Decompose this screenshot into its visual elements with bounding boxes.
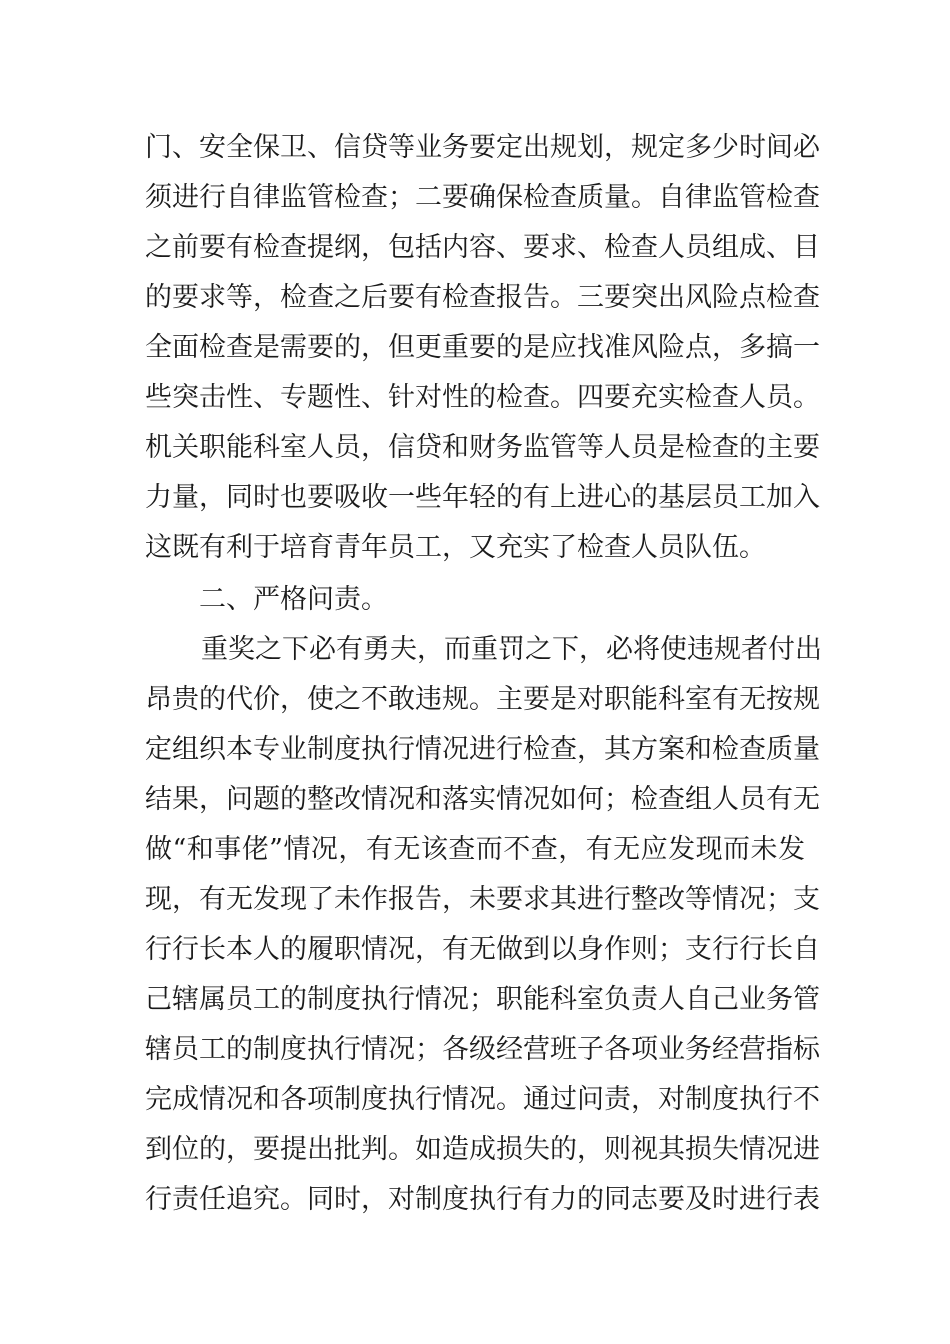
text-line: 定组织本专业制度执行情况进行检查，其方案和检查质量: [145, 734, 820, 765]
text-line: 行行长本人的履职情况，有无做到以身作则；支行行长自: [145, 934, 820, 965]
text-line: 须进行自律监管检查；二要确保检查质量。自律监管检查: [145, 182, 820, 213]
text-line: 做“和事佬”情况，有无该查而不查，有无应发现而未发: [145, 834, 805, 865]
text-line: 到位的，要提出批判。如造成损失的，则视其损失情况进: [145, 1134, 820, 1165]
text-line: 辖员工的制度执行情况；各级经营班子各项业务经营指标: [145, 1034, 820, 1065]
text-line: 门、安全保卫、信贷等业务要定出规划，规定多少时间必: [145, 132, 820, 163]
section-heading: 二、严格问责。: [199, 584, 388, 615]
text-line: 这既有利于培育青年员工，又充实了检查人员队伍。: [145, 532, 766, 563]
text-line: 行责任追究。同时，对制度执行有力的同志要及时进行表: [145, 1184, 820, 1215]
text-line: 己辖属员工的制度执行情况；职能科室负责人自己业务管: [145, 984, 820, 1015]
text-line: 昂贵的代价，使之不敢违规。主要是对职能科室有无按规: [145, 684, 820, 715]
text-line: 完成情况和各项制度执行情况。通过问责，对制度执行不: [145, 1084, 820, 1115]
paragraph-first-line: 重奖之下必有勇夫，而重罚之下，必将使违规者付出: [201, 634, 822, 665]
text-line: 的要求等，检查之后要有检查报告。三要突出风险点检查: [145, 282, 820, 313]
text-line: 结果，问题的整改情况和落实情况如何；检查组人员有无: [145, 784, 820, 815]
text-line: 全面检查是需要的，但更重要的是应找准风险点，多搞一: [145, 332, 820, 363]
text-line: 力量，同时也要吸收一些年轻的有上进心的基层员工加入: [145, 482, 820, 513]
text-line: 机关职能科室人员，信贷和财务监管等人员是检查的主要: [145, 432, 820, 463]
text-line: 些突击性、专题性、针对性的检查。四要充实检查人员。: [145, 382, 820, 413]
text-line: 现，有无发现了未作报告，未要求其进行整改等情况；支: [145, 884, 820, 915]
text-line: 之前要有检查提纲，包括内容、要求、检查人员组成、目: [145, 232, 820, 263]
